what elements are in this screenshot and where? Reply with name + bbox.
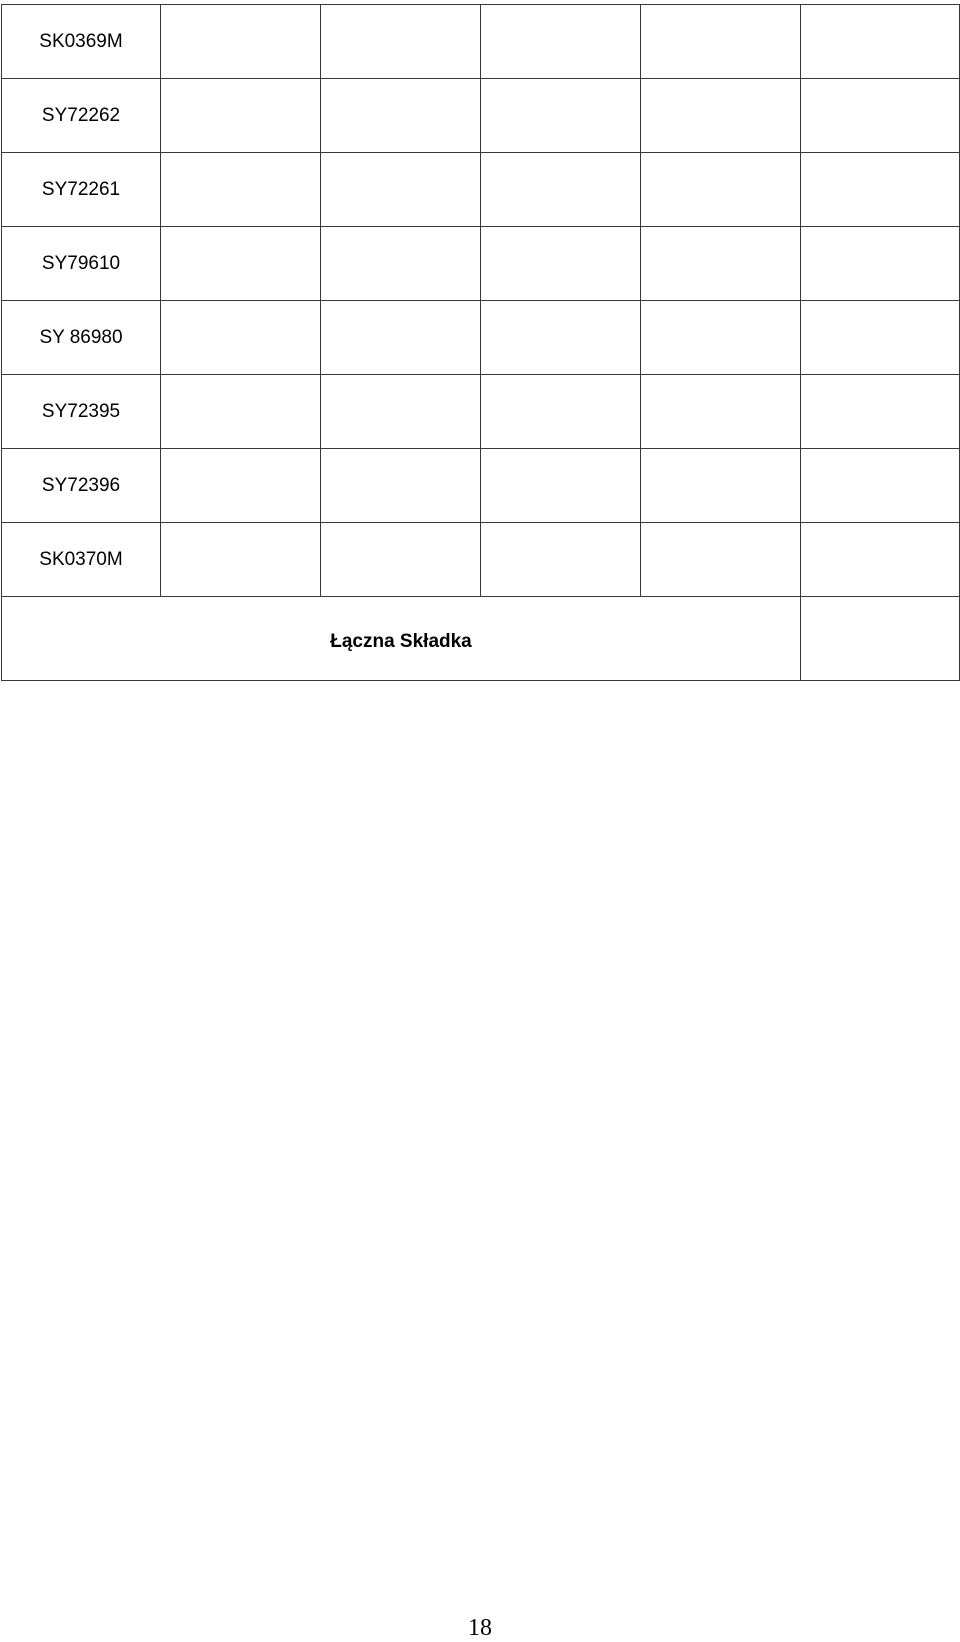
empty-cell [161,227,321,301]
table-row [2,79,960,153]
product-code-cell: SY72396 [2,449,161,523]
empty-cell [801,301,960,375]
product-code-cell: SY72395 [2,375,161,449]
total-value-cell [801,597,960,681]
empty-cell [641,5,801,79]
empty-cell [641,227,801,301]
empty-cell [321,523,481,597]
empty-cell [801,153,960,227]
empty-cell [801,375,960,449]
product-code-cell: SK0370M [2,523,161,597]
empty-cell [481,5,641,79]
empty-cell [161,301,321,375]
empty-cell [641,449,801,523]
empty-cell [481,227,641,301]
empty-cell [161,5,321,79]
empty-cell [321,375,481,449]
empty-cell [161,523,321,597]
table-row [2,153,960,227]
empty-cell [481,375,641,449]
empty-cell [801,227,960,301]
product-code-cell: SY72261 [2,153,161,227]
table-row [2,523,960,597]
table-row [2,227,960,301]
empty-cell [321,5,481,79]
empty-cell [161,449,321,523]
empty-cell [321,153,481,227]
premium-table [1,4,960,681]
table-row [2,375,960,449]
empty-cell [161,153,321,227]
page-number: 18 [468,1615,492,1641]
empty-cell [641,79,801,153]
empty-cell [161,375,321,449]
empty-cell [321,449,481,523]
empty-cell [801,523,960,597]
empty-cell [481,153,641,227]
empty-cell [161,79,321,153]
table-row [2,301,960,375]
empty-cell [321,301,481,375]
empty-cell [801,449,960,523]
empty-cell [481,301,641,375]
empty-cell [321,227,481,301]
empty-cell [641,153,801,227]
product-code-cell: SY 86980 [2,301,161,375]
empty-cell [481,79,641,153]
empty-cell [641,523,801,597]
total-row [2,597,960,681]
total-label: Łączna Składka [2,597,801,681]
empty-cell [641,375,801,449]
empty-cell [801,5,960,79]
empty-cell [481,523,641,597]
empty-cell [321,79,481,153]
product-code-cell: SK0369M [2,5,161,79]
product-code-cell: SY72262 [2,79,161,153]
table-row [2,5,960,79]
empty-cell [481,449,641,523]
table-row [2,449,960,523]
empty-cell [801,79,960,153]
product-code-cell: SY79610 [2,227,161,301]
empty-cell [641,301,801,375]
